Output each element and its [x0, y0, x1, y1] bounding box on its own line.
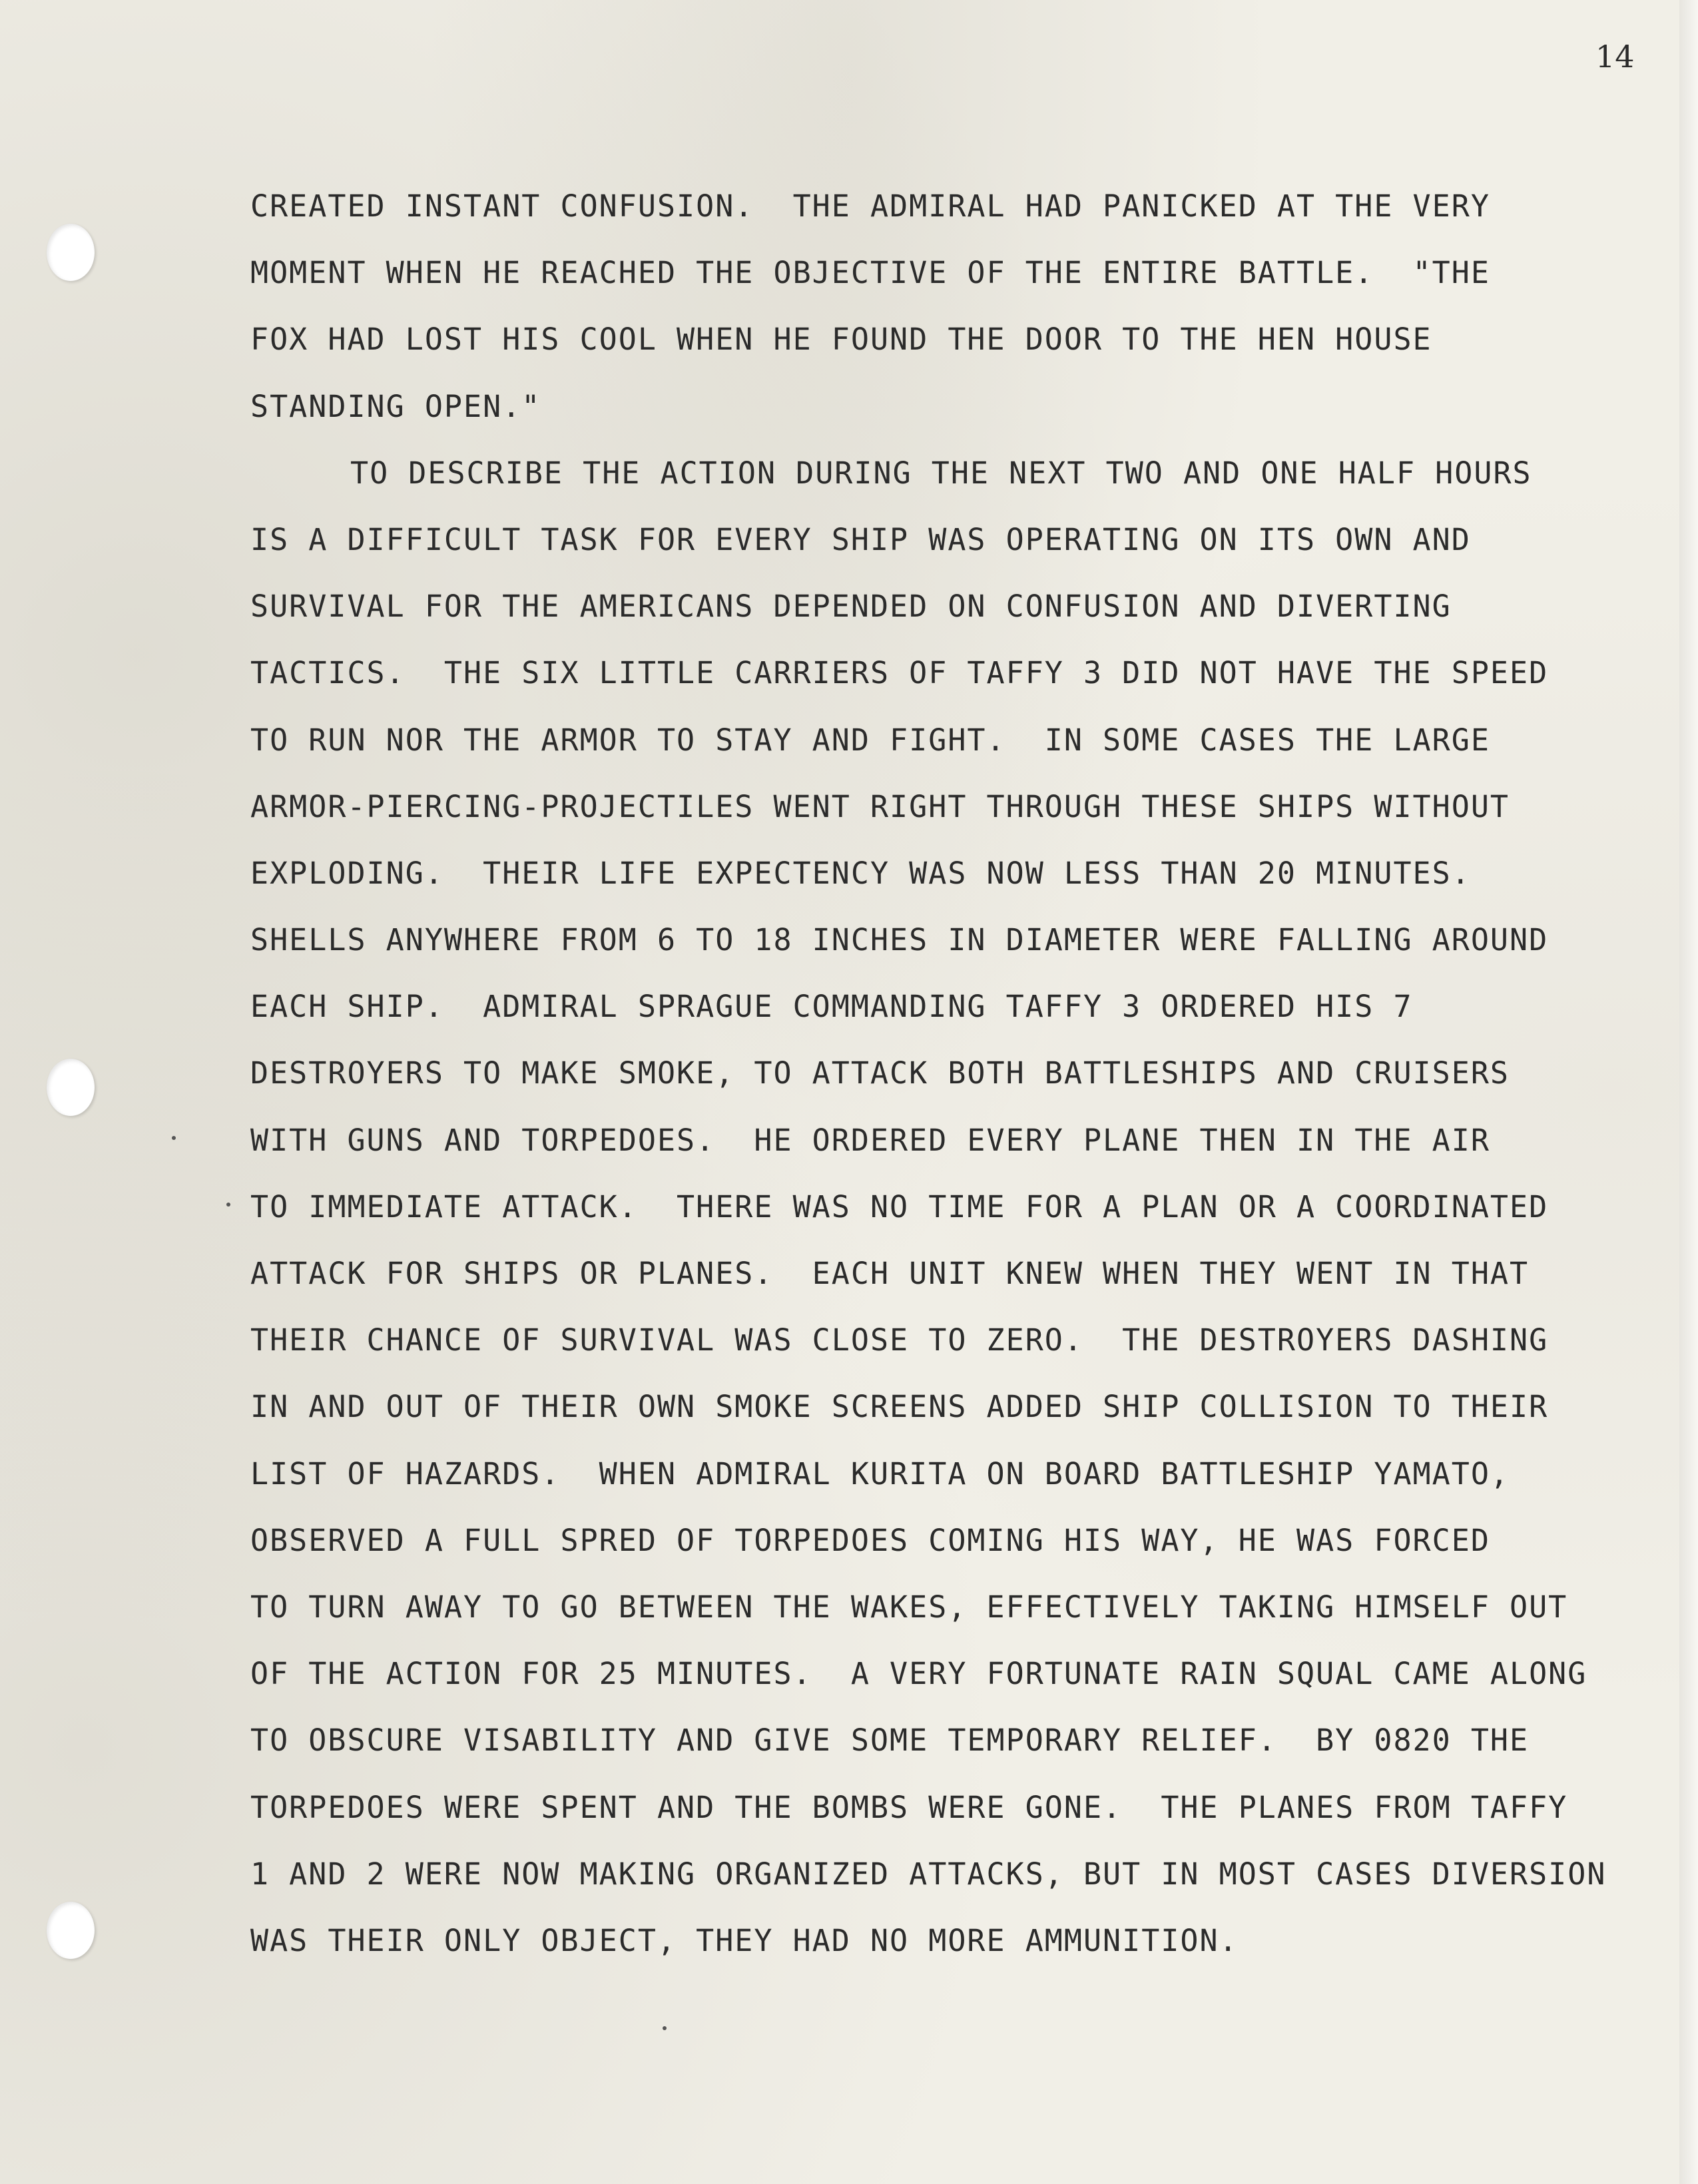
text-line: TO TURN AWAY TO GO BETWEEN THE WAKES, EFFECTIVELY TAKING HIMSELF OUT	[250, 1589, 1568, 1625]
text-line: FOX HAD LOST HIS COOL WHEN HE FOUND THE DOOR TO THE HEN HOUSE	[250, 322, 1432, 358]
text-line: TO IMMEDIATE ATTACK. THERE WAS NO TIME FOR A PLAN OR A COORDINATED	[250, 1189, 1549, 1225]
text-line: IS A DIFFICULT TASK FOR EVERY SHIP WAS OPERATING ON ITS OWN AND	[250, 521, 1471, 557]
text-line: SHELLS ANYWHERE FROM 6 TO 18 INCHES IN DIAMETER WERE FALLING AROUND	[250, 922, 1549, 958]
text-line: MOMENT WHEN HE REACHED THE OBJECTIVE OF THE ENTIRE BATTLE. "THE	[250, 255, 1490, 291]
binder-hole-bottom	[47, 1902, 95, 1959]
binder-hole-top	[47, 224, 95, 281]
text-line: OBSERVED A FULL SPRED OF TORPEDOES COMING HIS WAY, HE WAS FORCED	[250, 1522, 1490, 1558]
text-line: CREATED INSTANT CONFUSION. THE ADMIRAL HAD PANICKED AT THE VERY	[250, 188, 1490, 224]
text-line: 1 AND 2 WERE NOW MAKING ORGANIZED ATTACKS, BUT IN MOST CASES DIVERSION	[250, 1856, 1607, 1892]
binder-hole-middle	[47, 1059, 95, 1116]
text-line: SURVIVAL FOR THE AMERICANS DEPENDED ON CONFUSION AND DIVERTING	[250, 589, 1452, 625]
text-line: TO RUN NOR THE ARMOR TO STAY AND FIGHT. IN SOME CASES THE LARGE	[250, 722, 1490, 758]
text-line: THEIR CHANCE OF SURVIVAL WAS CLOSE TO ZERO. THE DESTROYERS DASHING	[250, 1322, 1549, 1358]
text-line: STANDING OPEN."	[250, 388, 541, 424]
text-line: WAS THEIR ONLY OBJECT, THEY HAD NO MORE AMMUNITION.	[250, 1922, 1239, 1958]
text-line: EACH SHIP. ADMIRAL SPRAGUE COMMANDING TAFFY 3 ORDERED HIS 7	[250, 989, 1413, 1025]
text-line: TO OBSCURE VISABILITY AND GIVE SOME TEMPORARY RELIEF. BY 0820 THE	[250, 1723, 1530, 1759]
text-line: WITH GUNS AND TORPEDOES. HE ORDERED EVERY PLANE THEN IN THE AIR	[250, 1122, 1490, 1158]
body-text	[250, 173, 1655, 1974]
ink-speck	[172, 1136, 176, 1140]
page-number: 14	[1595, 39, 1635, 75]
ink-speck	[226, 1203, 230, 1207]
ink-speck	[663, 2026, 667, 2030]
text-line: OF THE ACTION FOR 25 MINUTES. A VERY FORTUNATE RAIN SQUAL CAME ALONG	[250, 1656, 1587, 1692]
text-line: EXPLODING. THEIR LIFE EXPECTENCY WAS NOW LESS THAN 20 MINUTES.	[250, 855, 1471, 891]
text-line: ARMOR-PIERCING-PROJECTILES WENT RIGHT THROUGH THESE SHIPS WITHOUT	[250, 788, 1510, 824]
text-line: ATTACK FOR SHIPS OR PLANES. EACH UNIT KNEW WHEN THEY WENT IN THAT	[250, 1256, 1530, 1291]
text-line: IN AND OUT OF THEIR OWN SMOKE SCREENS ADDED SHIP COLLISION TO THEIR	[250, 1389, 1549, 1425]
text-line: LIST OF HAZARDS. WHEN ADMIRAL KURITA ON BOARD BATTLESHIP YAMATO,	[250, 1456, 1510, 1492]
text-line: TORPEDOES WERE SPENT AND THE BOMBS WERE GONE. THE PLANES FROM TAFFY	[250, 1789, 1568, 1825]
text-line: DESTROYERS TO MAKE SMOKE, TO ATTACK BOTH BATTLESHIPS AND CRUISERS	[250, 1055, 1510, 1091]
page-edge	[1679, 0, 1698, 2184]
paragraph-first-line: TO DESCRIBE THE ACTION DURING THE NEXT TWO AND ONE HALF HOURS	[350, 455, 1532, 491]
text-line: TACTICS. THE SIX LITTLE CARRIERS OF TAFFY 3 DID NOT HAVE THE SPEED	[250, 655, 1549, 691]
